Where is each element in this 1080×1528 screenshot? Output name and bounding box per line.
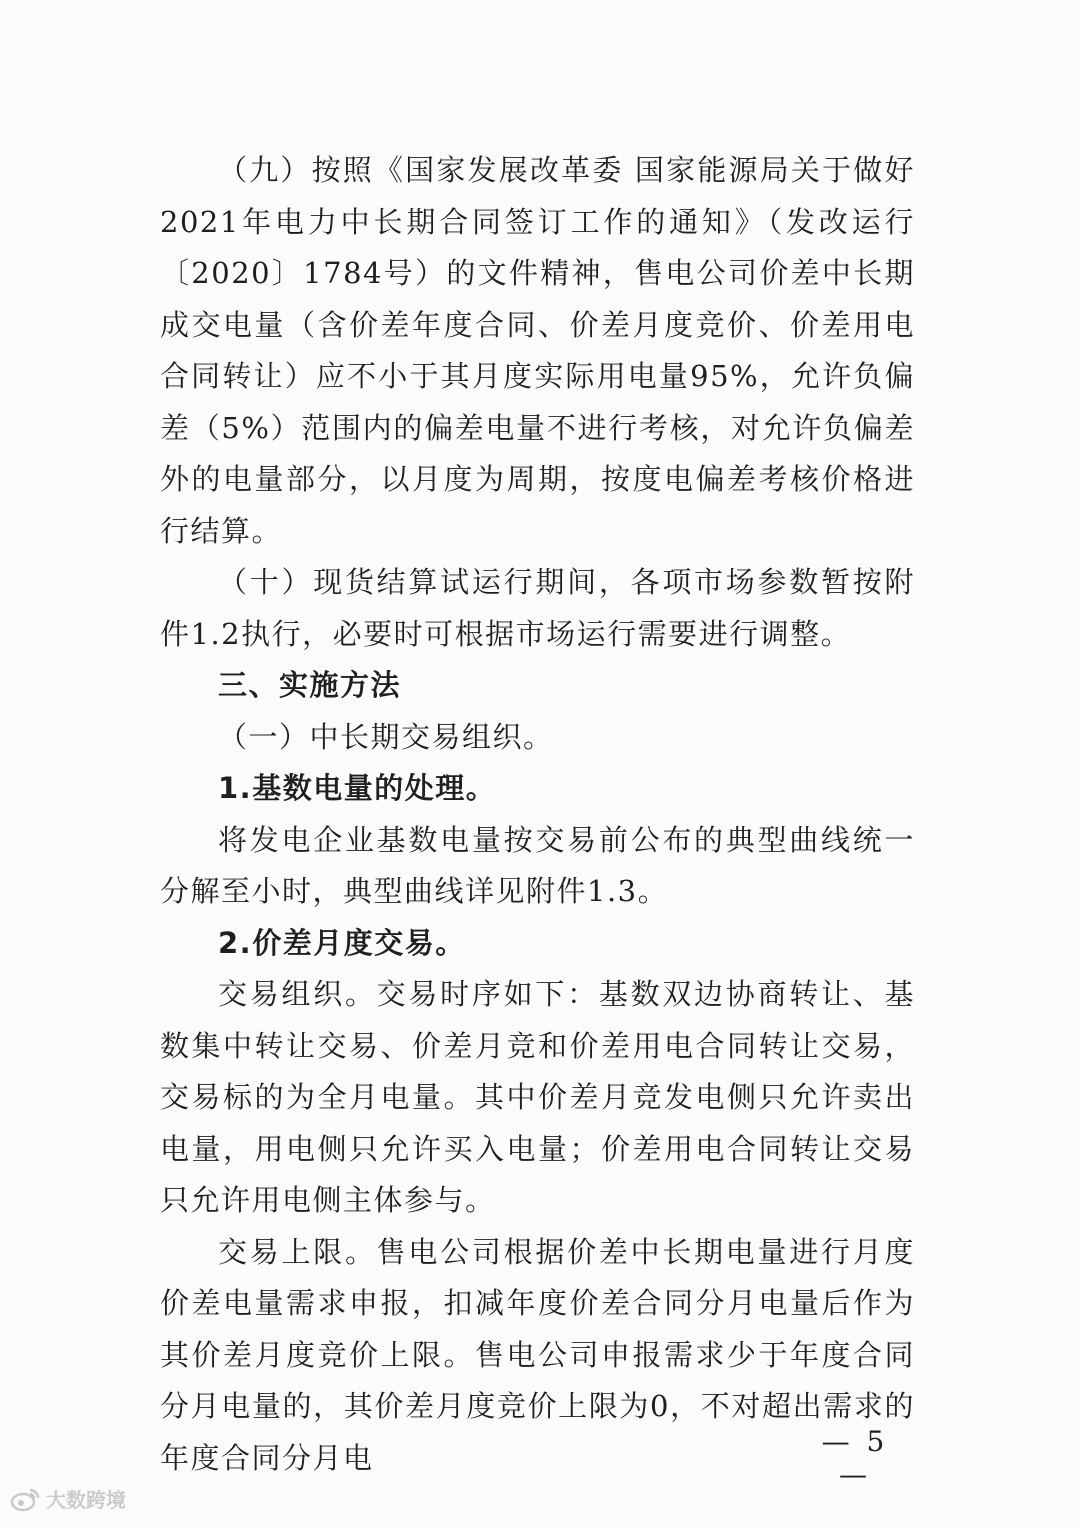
weibo-logo-icon [10, 1486, 40, 1512]
item-heading-base-electricity: 1.基数电量的处理。 [218, 771, 497, 805]
watermark [10, 1484, 126, 1513]
paragraph-base-electricity: 将发电企业基数电量按交易前公布的典型曲线统一分解至小时，典型曲线详见附件1.3。 [160, 822, 915, 908]
page-number: — 5 — [821, 1425, 889, 1491]
paragraph-trading-organization: 交易组织。交易时序如下：基数双边协商转让、基数集中转让交易、价差月竞和价差用电合同转让交易，交易标的为全月电量。其中价差月竞发电侧只允许卖出电量，用电侧只允许买入电量；价差用电合同转让交易只允许用电侧主体参与。 [160, 977, 915, 1217]
paragraph-10: （十）现货结算试运行期间，各项市场参数暂按附件1.2执行，必要时可根据市场运行需要进行调整。 [160, 565, 915, 651]
document-body [160, 145, 915, 1484]
subsection-heading-medium-long-term: （一）中长期交易组织。 [218, 719, 554, 754]
section-heading-implementation: 三、实施方法 [218, 668, 402, 702]
paragraph-9: （九）按照《国家发展改革委 国家能源局关于做好2021年电力中长期合同签订工作的通知》（发改运行〔2020〕1784号）的文件精神，售电公司价差中长期成交电量（含价差年度合同、价差月度竞价、价差用电合同转让）应不小于其月度实际用电量95%，允许负偏差（5%）范围内的偏差电量不进行考核，对允许负偏差外的电量部分，以月度为周期，按度电偏差考核价格进行结算。 [160, 153, 915, 548]
watermark-text: 大数跨境 [46, 1488, 126, 1512]
item-heading-monthly-trading: 2.价差月度交易。 [218, 925, 466, 960]
paragraph-trading-limit: 交易上限。售电公司根据价差中长期电量进行月度价差电量需求申报，扣减年度价差合同分月电量后作为其价差月度竞价上限。售电公司申报需求少于年度合同分月电量的，其价差月度竞价上限为0，不对超出需求的年度合同分月电 [160, 1234, 915, 1475]
